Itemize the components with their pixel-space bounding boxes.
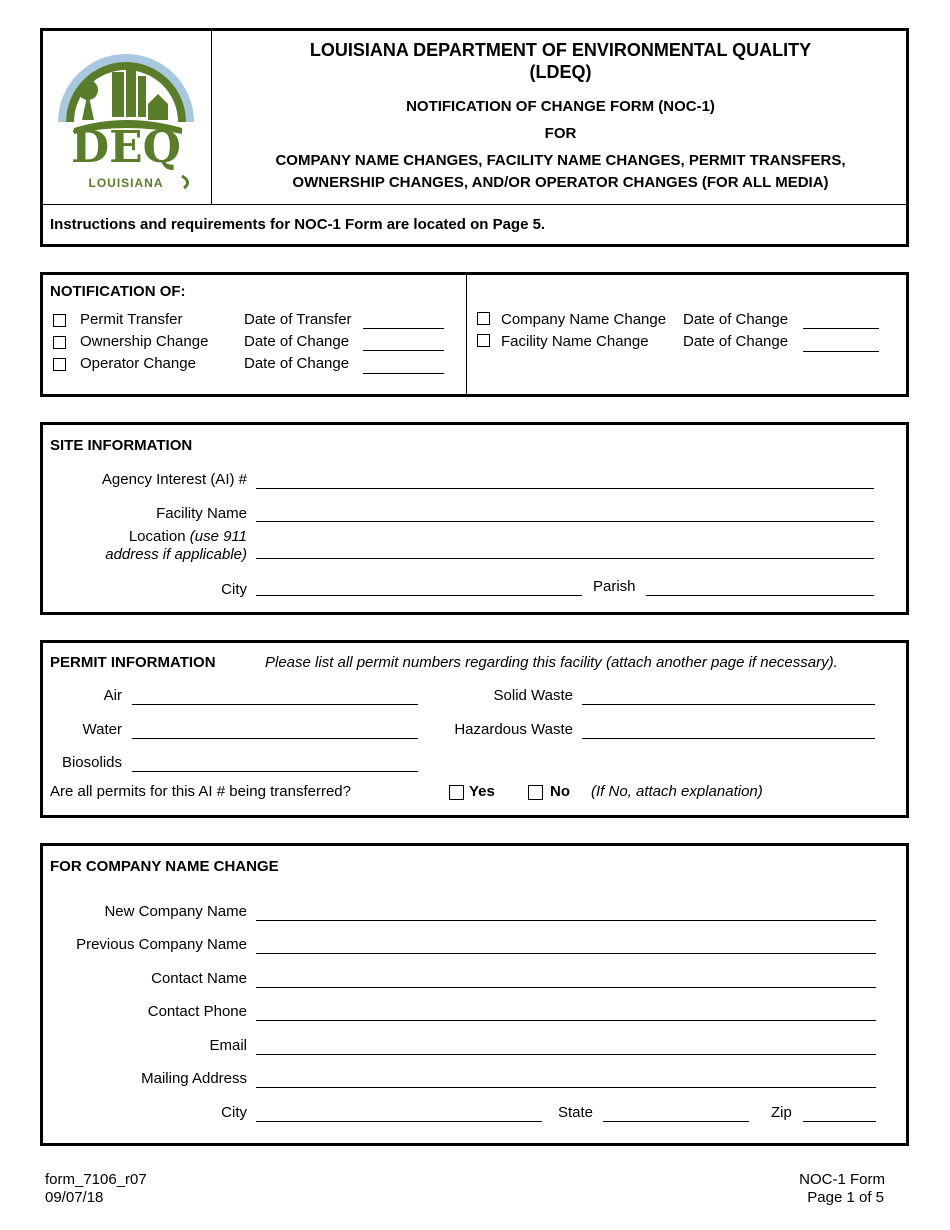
facility-change-date-field[interactable]	[803, 351, 879, 352]
operator-change-label: Operator Change	[80, 355, 196, 372]
form-for: FOR	[544, 125, 577, 142]
company-name-change-checkbox[interactable]	[477, 312, 490, 325]
facility-name-change-checkbox[interactable]	[477, 334, 490, 347]
ai-number-field[interactable]	[256, 488, 874, 489]
water-permit-field[interactable]	[132, 738, 418, 739]
contact-name-label: Contact Name	[151, 970, 247, 987]
subtitle-line1: COMPANY NAME CHANGES, FACILITY NAME CHANGES, PERMIT TRANSFERS,	[275, 152, 846, 169]
logo-subtext: LOUISIANA	[88, 176, 164, 190]
hazardous-waste-label: Hazardous Waste	[454, 721, 573, 738]
notification-divider	[466, 272, 467, 397]
form-title: NOTIFICATION OF CHANGE FORM (NOC-1)	[406, 98, 715, 115]
ownership-date-field[interactable]	[363, 350, 444, 351]
ownership-change-checkbox[interactable]	[53, 336, 66, 349]
no-label: No	[550, 783, 570, 800]
all-permits-question: Are all permits for this AI # being transferred?	[50, 783, 351, 800]
facility-name-field[interactable]	[256, 521, 874, 522]
operator-date-field[interactable]	[363, 373, 444, 374]
ownership-change-label: Ownership Change	[80, 333, 209, 350]
site-city-label: City	[221, 581, 247, 598]
facility-name-change-label: Facility Name Change	[501, 333, 649, 350]
header-horizontal-divider	[40, 204, 909, 205]
state-field[interactable]	[603, 1121, 749, 1122]
location-label: Location (use 911 address if applicable)	[105, 528, 247, 563]
zip-field[interactable]	[803, 1121, 876, 1122]
no-checkbox[interactable]	[528, 785, 543, 800]
state-label: State	[558, 1104, 594, 1121]
company-name-change-heading: FOR COMPANY NAME CHANGE	[50, 858, 279, 875]
subtitle-line2: OWNERSHIP CHANGES, AND/OR OPERATOR CHANGES (FOR ALL MEDIA)	[292, 174, 829, 191]
footer-date: 09/07/18	[45, 1189, 104, 1206]
logo-text: DEQ	[70, 122, 182, 173]
ownership-date-label: Date of Change	[244, 333, 350, 350]
mailing-address-label: Mailing Address	[141, 1070, 247, 1087]
dept-line1: LOUISIANA DEPARTMENT OF ENVIRONMENTAL QUALITY	[309, 40, 812, 60]
email-field[interactable]	[256, 1054, 876, 1055]
solid-waste-label: Solid Waste	[493, 687, 573, 704]
previous-company-name-field[interactable]	[256, 953, 876, 954]
date-of-transfer-label: Date of Transfer	[244, 311, 352, 328]
footer-form-id: form_7106_r07	[45, 1171, 147, 1188]
new-company-name-label: New Company Name	[104, 903, 247, 920]
ai-number-label: Agency Interest (AI) #	[101, 471, 247, 488]
contact-phone-label: Contact Phone	[147, 1003, 247, 1020]
operator-date-label: Date of Change	[244, 355, 350, 372]
if-no-note: (If No, attach explanation)	[591, 783, 763, 800]
dept-line2: (LDEQ)	[529, 62, 592, 82]
company-change-date-field[interactable]	[803, 328, 879, 329]
company-name-change-box	[40, 843, 909, 1146]
parish-field[interactable]	[646, 595, 874, 596]
permit-info-heading: PERMIT INFORMATION	[50, 654, 216, 671]
new-company-name-field[interactable]	[256, 920, 876, 921]
air-permit-field[interactable]	[132, 704, 418, 705]
footer-form-name: NOC-1 Form	[799, 1171, 885, 1188]
notification-heading: NOTIFICATION OF:	[50, 283, 186, 300]
yes-checkbox[interactable]	[449, 785, 464, 800]
operator-change-checkbox[interactable]	[53, 358, 66, 371]
solid-waste-permit-field[interactable]	[582, 704, 875, 705]
zip-label: Zip	[771, 1104, 792, 1121]
company-city-label: City	[221, 1104, 247, 1121]
date-of-transfer-field[interactable]	[363, 328, 444, 329]
hazardous-waste-permit-field[interactable]	[582, 738, 875, 739]
parish-label: Parish	[593, 578, 636, 595]
permit-info-note: Please list all permit numbers regarding this facility (attach another page if necessary).	[265, 654, 838, 671]
location-field[interactable]	[256, 558, 874, 559]
biosolids-label: Biosolids	[61, 754, 122, 771]
contact-phone-field[interactable]	[256, 1020, 876, 1021]
water-label: Water	[82, 721, 122, 738]
previous-company-name-label: Previous Company Name	[76, 936, 247, 953]
instructions-note: Instructions and requirements for NOC-1 Form are located on Page 5.	[50, 216, 546, 233]
email-label: Email	[209, 1037, 247, 1054]
site-city-field[interactable]	[256, 595, 582, 596]
company-change-date-label: Date of Change	[683, 311, 789, 328]
yes-label: Yes	[469, 783, 495, 800]
mailing-address-field[interactable]	[256, 1087, 876, 1088]
contact-name-field[interactable]	[256, 987, 876, 988]
biosolids-permit-field[interactable]	[132, 771, 418, 772]
facility-change-date-label: Date of Change	[683, 333, 789, 350]
facility-name-label: Facility Name	[156, 505, 247, 522]
company-city-field[interactable]	[256, 1121, 542, 1122]
company-name-change-label: Company Name Change	[501, 311, 667, 328]
permit-transfer-label: Permit Transfer	[80, 311, 183, 328]
air-label: Air	[103, 687, 122, 704]
footer-page-number: Page 1 of 5	[807, 1189, 884, 1206]
site-info-heading: SITE INFORMATION	[50, 437, 193, 454]
permit-transfer-checkbox[interactable]	[53, 314, 66, 327]
